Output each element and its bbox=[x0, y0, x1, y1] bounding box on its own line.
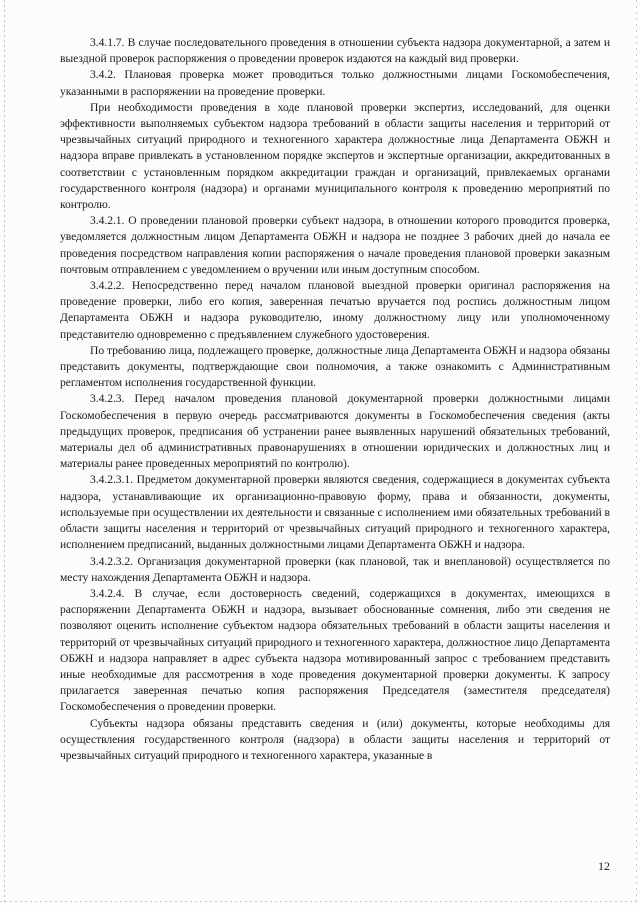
paragraph-3-4-2-3: 3.4.2.3. Перед началом проведения плановой документарной проверки должностными лицами Госкомобеспечения в первую очередь рассматриваются документы в Госкомобеспечения сведения (акты предыдущих проверок, предписания об устранении ранее выявленных нарушений обязательных требований, материалы дел об административных правонарушениях в отношении юридических и должностных лиц и материалы ранее проведенных мероприятий по контролю). bbox=[60, 392, 610, 471]
paragraph-3-4-2-2: 3.4.2.2. Непосредственно перед началом плановой выездной проверки оригинал распоряжения на проведение проверки, либо его копия, заверенная печатью вручается под роспись должностным лицом Департамента ОБЖН и надзора руководителю, иному должностному лицу или уполномоченному представителю одновременно с предъявлением служебного удостоверения. bbox=[60, 279, 610, 341]
paragraph-3-4-2-1: 3.4.2.1. О проведении плановой проверки субъект надзора, в отношении которого проводится проверка, уведомляется должностным лицом Департамента ОБЖН и надзора не позднее 3 рабочих дней до начала ее проведения посредством направления копии распоряжения о начале проведения плановой проверки заказным почтовым отправлением с уведомлением о вручении или иным доступным способом. bbox=[60, 214, 610, 276]
body-text bbox=[60, 35, 610, 764]
paragraph-obligations: Субъекты надзора обязаны представить сведения и (или) документы, которые необходимы для осуществления государственного контроля (надзора) в области защиты населения и территорий от чрезвычайных ситуаций природного и техногенного характера, указанные в bbox=[60, 716, 610, 762]
paragraph-3-4-1-7: 3.4.1.7. В случае последовательного проведения в отношении субъекта надзора документарной, а затем и выездной проверок распоряжения о проведении проверок издаются на каждый вид проверки. bbox=[60, 36, 610, 66]
paragraph-3-4-2-3-1: 3.4.2.3.1. Предметом документарной проверки являются сведения, содержащиеся в документах субъекта надзора, устанавливающие их организационно-правовую форму, права и обязанности, документы, используемые при осуществлении их деятельности и связанные с исполнением ими обязательных требований в области защиты населения и территорий от чрезвычайных ситуаций природного и техногенного характера, исполнением предписаний, выданных должностными лицами Департамента ОБЖН и надзора. bbox=[60, 473, 610, 552]
paragraph-3-4-2: 3.4.2. Плановая проверка может проводиться только должностными лицами Госкомобеспечения, указанными в распоряжении на проведение проверки. bbox=[60, 68, 610, 98]
page-number: 12 bbox=[598, 859, 610, 873]
paragraph-experts: При необходимости проведения в ходе плановой проверки экспертиз, исследований, для оценки эффективности выполняемых субъектом надзора требований в области защиты населения и территорий от чрезвычайных ситуаций природного и техногенного характера должностные лица Департамента ОБЖН и надзора вправе привлекать в установленном порядке экспертов и экспертные организации, аккредитованных в соответствии с установленным порядком аккредитации граждан и организаций, привлекаемых органами государственного контроля (надзора) и органами муниципального контроля к проведению мероприятий по контролю. bbox=[60, 100, 610, 212]
scan-edge-right bbox=[636, 0, 637, 905]
paragraph-3-4-2-3-2: 3.4.2.3.2. Организация документарной проверки (как плановой, так и внеплановой) осуществляется по месту нахождения Департамента ОБЖН и надзора. bbox=[60, 554, 610, 584]
scan-edge-bottom bbox=[0, 901, 640, 902]
paragraph-3-4-2-4: 3.4.2.4. В случае, если достоверность сведений, содержащихся в документах, имеющихся в распоряжении Департамента ОБЖН и надзора, вызывает обоснованные сомнения, либо эти сведения не позволяют оценить исполнение субъектом надзора обязательных требований в области защиты населения и территорий от чрезвычайных ситуаций природного и техногенного характера, должностное лицо Департамента ОБЖН и надзора направляет в адрес субъекта надзора мотивированный запрос с требованием представить иные необходимые для рассмотрения в ходе проведения документарной проверки документы. К запросу прилагается заверенная печатью копия распоряжения Председателя (заместителя председателя) Госкомобеспечения о проведении проверки. bbox=[60, 586, 610, 714]
scan-edge-left bbox=[4, 0, 5, 905]
paragraph-credentials: По требованию лица, подлежащего проверке, должностные лица Департамента ОБЖН и надзора обязаны представить документы, подтверждающие свои полномочия, а также ознакомить с Административным регламентом исполнения государственной функции. bbox=[60, 343, 610, 390]
